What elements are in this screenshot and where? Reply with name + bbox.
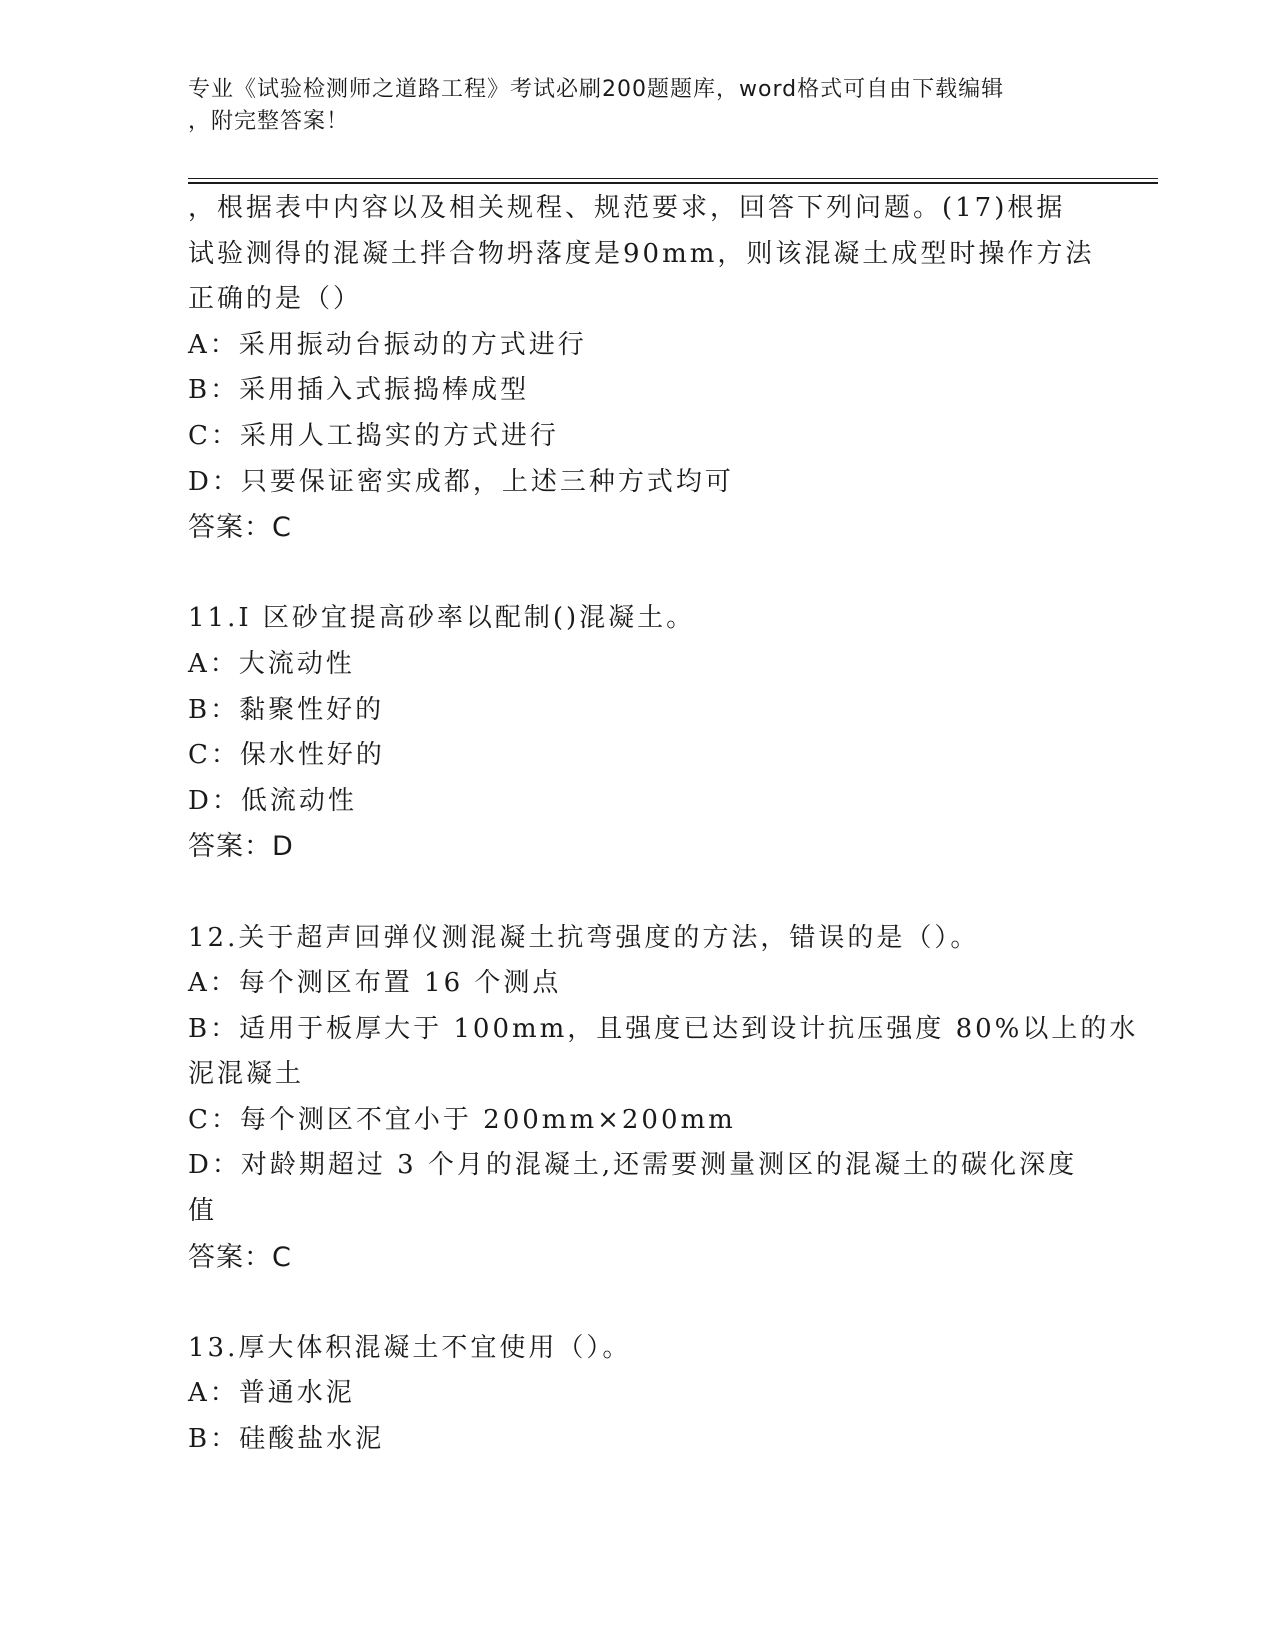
option-b: B：硅酸盐水泥	[188, 1424, 385, 1455]
question-stem: 11.I 区砂宜提高砂率以配制()混凝土。	[188, 603, 696, 634]
option-b: B：采用插入式振捣棒成型	[188, 375, 530, 406]
option-d: D：对龄期超过 3 个月的混凝土,还需要测量测区的混凝土的碳化深度	[188, 1150, 1078, 1181]
question-stem-line: 试验测得的混凝土拌合物坍落度是90mm，则该混凝土成型时操作方法	[188, 238, 1095, 269]
option-d: D：只要保证密实成都，上述三种方式均可	[188, 466, 734, 497]
header-title-line-1: 专业《试验检测师之道路工程》考试必刷200题题库，word格式可自由下载编辑	[188, 77, 1005, 102]
option-d-continued: 值	[188, 1196, 218, 1227]
option-c: C：每个测区不宜小于 200mm×200mm	[188, 1104, 736, 1135]
option-c: C：采用人工捣实的方式进行	[188, 420, 559, 451]
option-a: A：采用振动台振动的方式进行	[188, 329, 587, 360]
question-12	[188, 916, 1139, 1281]
question-13	[188, 1326, 1068, 1463]
question-stem: 13.厚大体积混凝土不宜使用（）。	[188, 1332, 632, 1363]
answer-label: 答案：C	[188, 1241, 292, 1273]
option-b: B：适用于板厚大于 100mm，且强度已达到设计抗压强度 80%以上的水	[188, 1013, 1139, 1044]
question-11	[188, 596, 1068, 870]
option-b: B：黏聚性好的	[188, 694, 385, 725]
option-c: C：保水性好的	[188, 740, 385, 771]
answer-label: 答案：D	[188, 831, 294, 863]
question-spacer	[188, 1280, 1068, 1326]
option-b-continued: 泥混凝土	[188, 1059, 305, 1090]
question-spacer	[188, 870, 1068, 916]
document-header	[188, 74, 1068, 138]
header-divider-thick	[188, 182, 1158, 184]
question-spacer	[188, 551, 1068, 597]
question-list	[188, 186, 1139, 1463]
option-a: A：大流动性	[188, 648, 355, 679]
option-d: D：低流动性	[188, 785, 357, 816]
header-divider-thin	[188, 178, 1158, 179]
question-stem: 12.关于超声回弹仪测混凝土抗弯强度的方法，错误的是（）。	[188, 922, 980, 953]
question-10	[188, 186, 1095, 551]
header-title-line-2: ，附完整答案！	[188, 109, 350, 134]
question-stem-line: ，根据表中内容以及相关规程、规范要求，回答下列问题。(17)根据	[188, 193, 1066, 223]
option-a: A：每个测区布置 16 个测点	[188, 968, 562, 999]
answer-label: 答案：C	[188, 512, 292, 544]
question-stem-line: 正确的是（）	[188, 284, 363, 315]
option-a: A：普通水泥	[188, 1378, 355, 1409]
